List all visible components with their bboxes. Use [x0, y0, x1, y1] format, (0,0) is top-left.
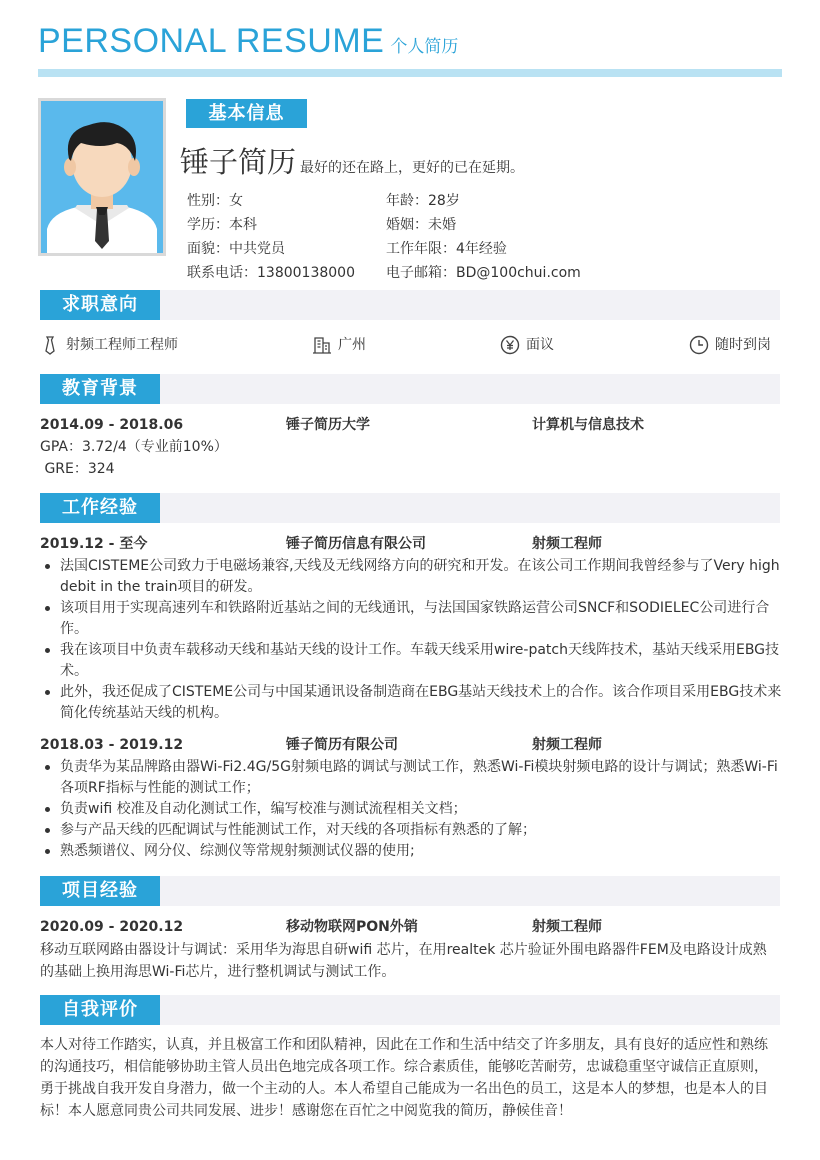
info-email: 电子邮箱：BD@100chui.com: [386, 265, 581, 281]
basic-info-grid: [187, 191, 747, 287]
education-school: 锤子简历大学: [286, 417, 370, 433]
info-years: 工作年限：4年经验: [386, 241, 507, 257]
section-tag-work: 工作经验: [40, 493, 160, 523]
tie-icon: [40, 335, 60, 355]
education-gpa: GPA：3.72/4（专业前10%）: [40, 439, 228, 455]
avatar: [38, 98, 166, 256]
list-item: 负责wifi 校准及自动化测试工作，编写校准与测试流程相关文档；: [40, 799, 782, 820]
info-marriage: 婚姻：未婚: [386, 217, 456, 233]
info-political: 面貌：中共党员: [187, 241, 285, 257]
section-bar-work: [40, 493, 780, 523]
section-tag-intent: 求职意向: [40, 290, 160, 320]
name-line: [180, 140, 524, 181]
job-row: [40, 734, 780, 756]
job-period: 2019.12 - 至今: [40, 536, 148, 552]
section-bar-project: [40, 876, 780, 906]
info-age: 年龄：28岁: [386, 193, 460, 209]
list-item: 该项目用于实现高速列车和铁路附近基站之间的无线通讯，与法国国家铁路运营公司SNCF和SODIELEC公司进行合作。: [40, 598, 782, 640]
education-details: [40, 436, 780, 480]
intent-row: 射频工程师工程师 广州 面议 随时到岗: [40, 333, 780, 357]
job-role: 射频工程师: [532, 737, 602, 753]
project-period: 2020.09 - 2020.12: [40, 919, 184, 935]
education-row: [40, 414, 780, 436]
list-item: 此外，我还促成了CISTEME公司与中国某通讯设备制造商在EBG基站天线技术上的合作。该合作项目采用EBG技术来简化传统基站天线的机构。: [40, 682, 782, 724]
info-row: [187, 215, 747, 239]
list-item: 熟悉频谱仪、网分仪、综测仪等常规射频测试仪器的使用;: [40, 841, 782, 862]
project-name: 移动物联网PON外销: [286, 919, 418, 935]
list-item: 法国CISTEME公司致力于电磁场兼容,天线及无线网络方向的研究和开发。在该公司工作期间我曾经参与了Very high debit in the train项目的研发。: [40, 556, 782, 598]
section-tag-basic: 基本信息: [186, 99, 307, 128]
info-gender: 性别：女: [187, 193, 243, 209]
job-bullets: [40, 757, 782, 862]
education-period: 2014.09 - 2018.06: [40, 417, 184, 433]
education-gre: GRE：324: [40, 461, 115, 477]
project-row: [40, 916, 780, 938]
job-company: 锤子简历有限公司: [286, 737, 398, 753]
list-item: 参与产品天线的匹配调试与性能测试工作，对天线的各项指标有熟悉的了解；: [40, 820, 782, 841]
job-company: 锤子简历信息有限公司: [286, 536, 426, 552]
list-item: 负责华为某品牌路由器Wi-Fi2.4G/5G射频电路的调试与测试工作，熟悉Wi-Fi模块射频电路的设计与调试；熟悉Wi-Fi各项RF指标与性能的测试工作；: [40, 757, 782, 799]
resume-title: PERSONAL RESUME: [38, 22, 385, 60]
job-role: 射频工程师: [532, 536, 602, 552]
clock-icon: [689, 335, 709, 355]
resume-subtitle: 个人简历: [390, 37, 459, 57]
project-description: 移动互联网路由器设计与调试：采用华为海思自研wifi 芯片，在用realtek 芯片验证外围电路器件FEM及电路设计成熟的基础上换用海思Wi-Fi芯片，进行整机调试与测试工作。: [40, 942, 767, 980]
building-icon: [312, 335, 332, 355]
section-tag-self: 自我评价: [40, 995, 160, 1025]
project-role: 射频工程师: [532, 919, 602, 935]
section-bar-education: [40, 374, 780, 404]
info-row: [187, 263, 747, 287]
candidate-name: 锤子简历: [180, 145, 297, 179]
section-tag-project: 项目经验: [40, 876, 160, 906]
slogan: 最好的还在路上，更好的已在延期。: [300, 160, 525, 176]
self-evaluation: 本人对待工作踏实，认真，并且极富工作和团队精神，因此在工作和生活中结交了许多朋友，具有良好的适应性和熟练的沟通技巧，相信能够协助主管人员出色地完成各项工作。综合素质佳，能够吃苦耐劳，忠诚稳重坚守诚信正直原则，勇于挑战自我开发自身潜力，做一个主动的人。本人希望自己能成为一名出色的员工，这是本人的梦想，也是本人的目标！本人愿意同贵公司共同发展、进步！感谢您在百忙之中阅览我的简历，静候佳音！: [40, 1037, 768, 1119]
resume-header: [38, 22, 782, 78]
yen-icon: [500, 335, 520, 355]
job-bullets: [40, 556, 782, 724]
section-bar-self: [40, 995, 780, 1025]
education-major: 计算机与信息技术: [532, 417, 644, 433]
info-row: [187, 239, 747, 263]
job-row: [40, 533, 780, 555]
info-education: 学历：本科: [187, 217, 257, 233]
info-row: [187, 191, 747, 215]
job-period: 2018.03 - 2019.12: [40, 737, 184, 753]
header-divider: [38, 69, 782, 77]
info-phone: 联系电话：13800138000: [187, 265, 355, 281]
avatar-illustration: [41, 101, 163, 253]
section-bar-intent: [40, 290, 780, 320]
list-item: 我在该项目中负责车载移动天线和基站天线的设计工作。车载天线采用wire-patch天线阵技术，基站天线采用EBG技术。: [40, 640, 782, 682]
section-tag-education: 教育背景: [40, 374, 160, 404]
